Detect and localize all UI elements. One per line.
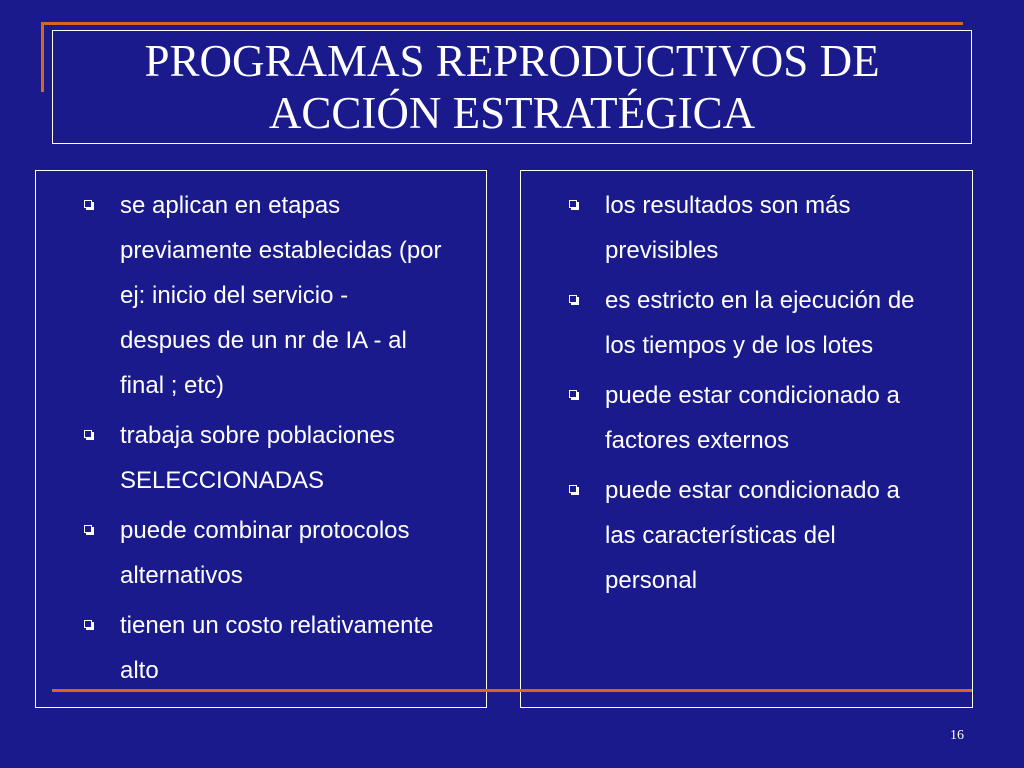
square-bullet-icon: [569, 390, 577, 398]
decorative-line-bottom: [52, 689, 972, 692]
list-item: [569, 278, 929, 368]
bullet-text: tienen un costo relativamente alto: [120, 612, 434, 684]
bullet-text: puede estar condicionado a las características del personal: [605, 477, 900, 594]
decorative-line-left: [41, 22, 44, 92]
list-item: [569, 183, 929, 273]
bullet-text: es estricto en la ejecución de los tiempos y de los lotes: [605, 287, 915, 359]
bullet-text: puede estar condicionado a factores externos: [605, 382, 900, 454]
right-bullet-list: [569, 183, 929, 608]
decorative-line-top: [41, 22, 963, 25]
slide-title-line-2: ACCIÓN ESTRATÉGICA: [268, 88, 756, 138]
square-bullet-icon: [84, 525, 92, 533]
list-item: [84, 183, 444, 408]
bullet-text: se aplican en etapas previamente establecidas (por ej: inicio del servicio - despues de un nr de IA - al final ; etc): [120, 192, 442, 399]
left-bullet-list: [84, 183, 444, 698]
square-bullet-icon: [569, 485, 577, 493]
left-column: [35, 170, 487, 708]
square-bullet-icon: [569, 200, 577, 208]
square-bullet-icon: [84, 620, 92, 628]
list-item: [84, 508, 444, 598]
square-bullet-icon: [569, 295, 577, 303]
list-item: [84, 413, 444, 503]
square-bullet-icon: [84, 430, 92, 438]
square-bullet-icon: [84, 200, 92, 208]
right-column: [520, 170, 973, 708]
bullet-text: trabaja sobre poblaciones SELECCIONADAS: [120, 422, 395, 494]
bullet-text: los resultados son más previsibles: [605, 192, 851, 264]
list-item: [569, 373, 929, 463]
list-item: [569, 468, 929, 603]
slide-title-line-1: PROGRAMAS REPRODUCTIVOS DE: [144, 36, 880, 86]
page-number: 16: [950, 728, 964, 743]
slide-title: [144, 35, 879, 139]
bullet-text: puede combinar protocolos alternativos: [120, 517, 410, 589]
list-item: [84, 603, 444, 693]
title-box: [52, 30, 972, 144]
